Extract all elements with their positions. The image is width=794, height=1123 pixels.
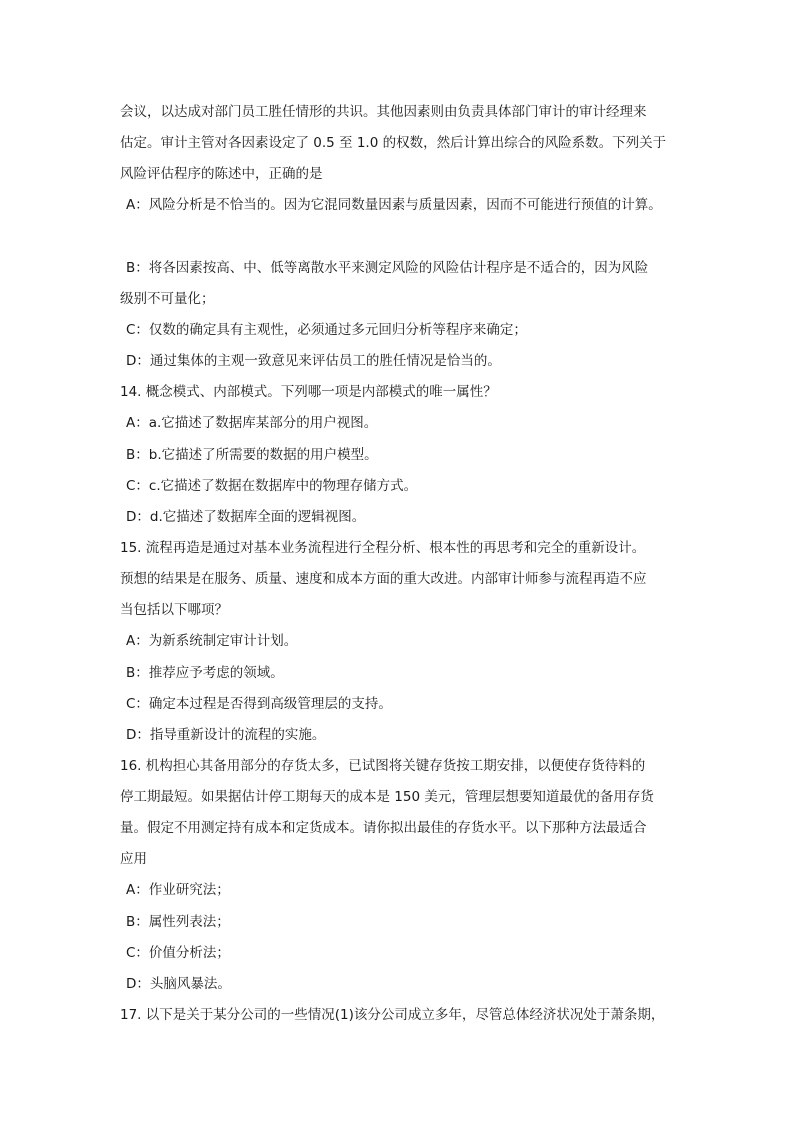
q15-option-a: A：为新系统制定审计计划。 (126, 633, 298, 649)
q13-option-b-line-2: 级别不可量化； (120, 291, 215, 307)
q13-intro-line-3: 风险评估程序的陈述中，正确的是 (120, 166, 323, 182)
q16-option-b: B：属性列表法； (126, 914, 230, 930)
q16-stem-line-2: 停工期最短。如果据估计停工期每天的成本是 150 美元，管理层想要知道最优的备用存货 (120, 789, 654, 805)
q15-stem-line-2: 预想的结果是在服务、质量、速度和成本方面的重大改进。内部审计师参与流程再造不应 (120, 571, 647, 587)
q14-stem: 14. 概念模式、内部模式。下列哪一项是内部模式的唯一属性？ (120, 384, 497, 400)
q13-option-d: D：通过集体的主观一致意见来评估员工的胜任情况是恰当的。 (126, 353, 501, 369)
q14-option-b: B：b.它描述了所需要的数据的用户模型。 (126, 447, 378, 463)
q13-intro-line-2: 估定。审计主管对各因素设定了 0.5 至 1.0 的权数，然后计算出综合的风险系数。下列关于 (120, 135, 667, 151)
q15-option-c: C：确定本过程是否得到高级管理层的支持。 (126, 696, 392, 712)
q14-option-d: D：d.它描述了数据库全面的逻辑视图。 (126, 509, 366, 525)
q16-option-c: C：价值分析法； (126, 945, 230, 961)
q13-option-c: C：仅数的确定具有主观性，必须通过多元回归分析等程序来确定； (126, 322, 527, 338)
q15-option-b: B：推荐应予考虑的领域。 (126, 665, 284, 681)
q13-option-a: A：风险分析是不恰当的。因为它混同数量因素与质量因素，因而不可能进行预值的计算。 (126, 197, 662, 213)
q15-stem-line-1: 15. 流程再造是通过对基本业务流程进行全程分析、根本性的再思考和完全的重新设计。 (120, 540, 646, 556)
q16-stem-line-4: 应用 (120, 851, 147, 867)
q14-option-a: A：a.它描述了数据库某部分的用户视图。 (126, 415, 378, 431)
q13-intro-line-1: 会议，以达成对部门员工胜任情形的共识。其他因素则由负责具体部门审计的审计经理来 (120, 104, 647, 120)
q14-option-c: C：c.它描述了数据在数据库中的物理存储方式。 (126, 478, 418, 494)
q15-stem-line-3: 当包括以下哪项？ (120, 602, 228, 618)
q16-option-d: D：头脑风暴法。 (126, 976, 231, 992)
q17-stem-line-1: 17. 以下是关于某分公司的一些情况(1)该分公司成立多年，尽管总体经济状况处于萧条期， (120, 1007, 665, 1023)
q16-stem-line-3: 量。假定不用测定持有成本和定货成本。请你拟出最佳的存货水平。以下那种方法最适合 (120, 820, 647, 836)
q13-option-b-line-1: B：将各因素按高、中、低等离散水平来测定风险的风险估计程序是不适合的，因为风险 (126, 260, 649, 276)
q15-option-d: D：指导重新设计的流程的实施。 (126, 727, 326, 743)
q16-option-a: A：作业研究法； (126, 882, 230, 898)
q16-stem-line-1: 16. 机构担心其备用部分的存货太多，已试图将关键存货按工期安排，以便使存货待料的 (120, 758, 646, 774)
